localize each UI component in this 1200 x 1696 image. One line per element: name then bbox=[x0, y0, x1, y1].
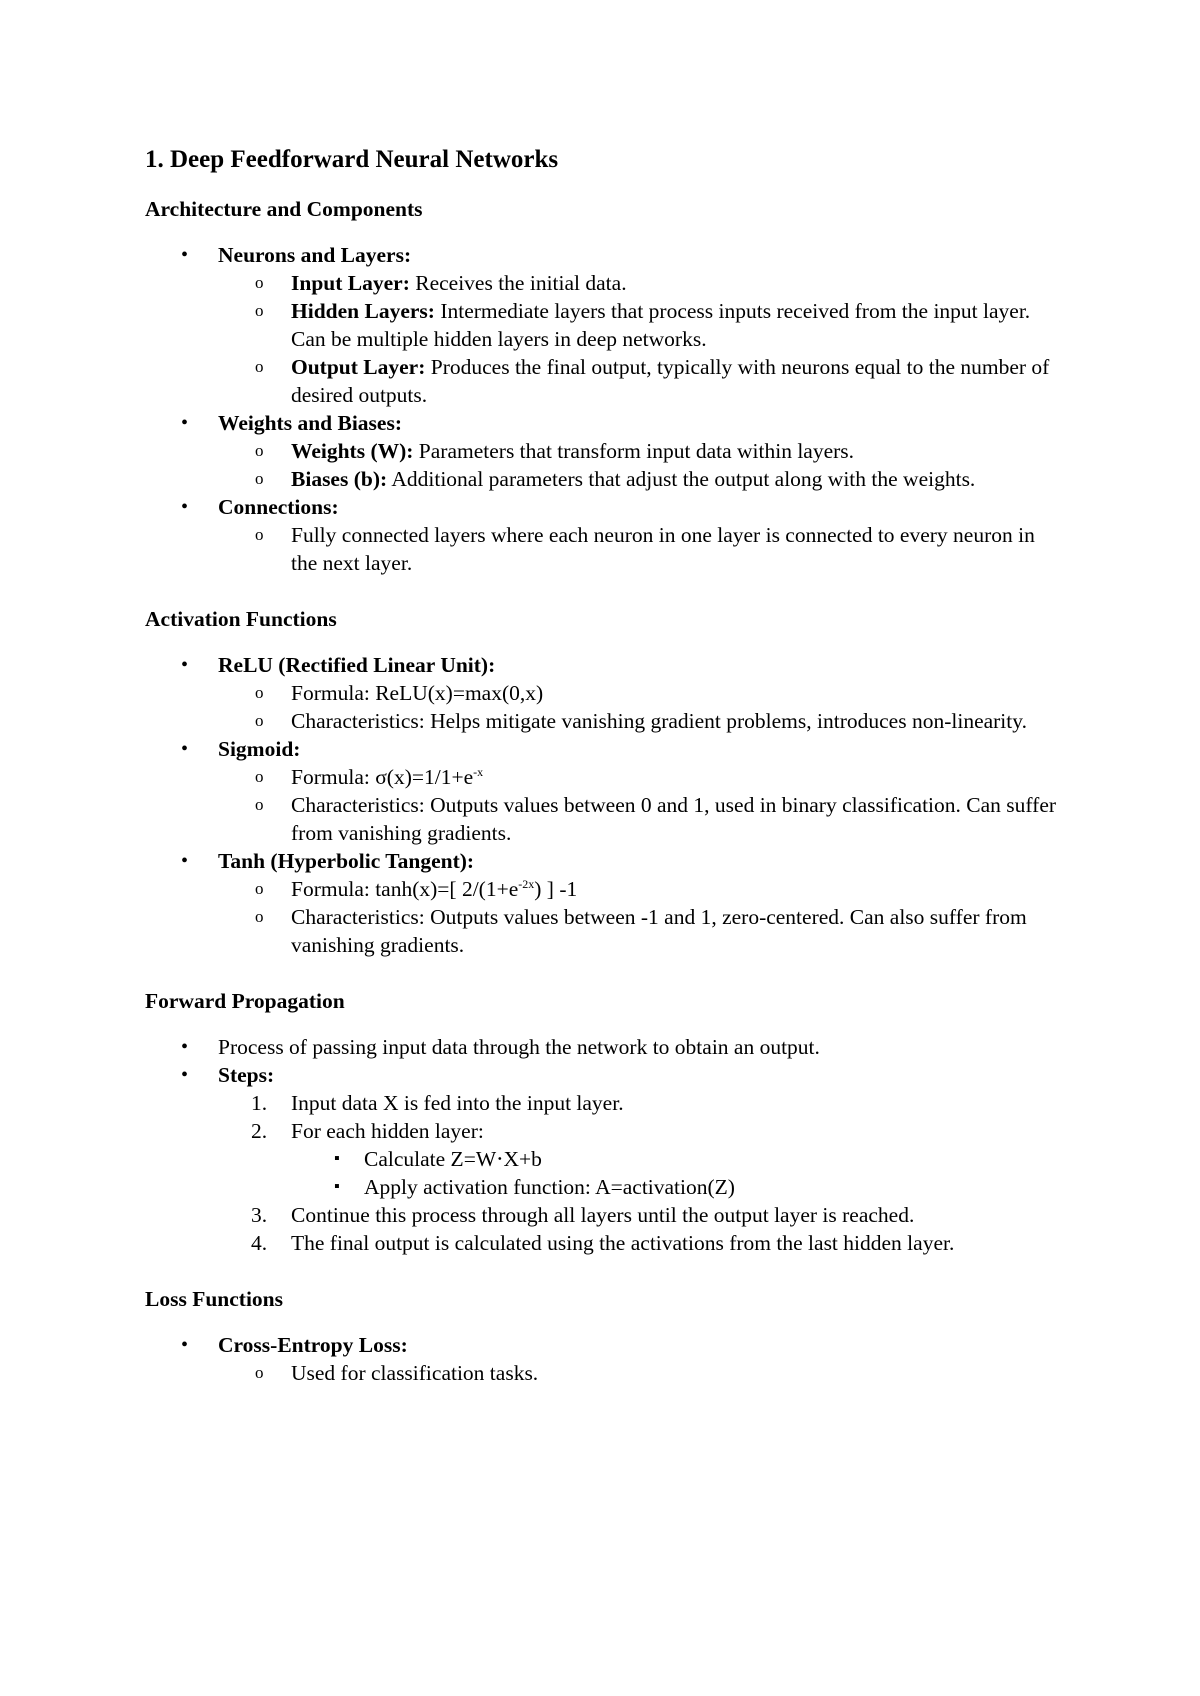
step-sub-item bbox=[291, 1173, 1065, 1201]
step-text: Continue this process through all layers until the output layer is reached. bbox=[291, 1203, 915, 1227]
list-item bbox=[145, 1061, 1065, 1257]
step-item bbox=[218, 1089, 1065, 1117]
step-number: 2. bbox=[251, 1119, 268, 1143]
sub-item-text: Characteristics: Outputs values between 0 and 1, used in binary classification. Can suffer from vanishing gradients. bbox=[291, 793, 1057, 845]
step-item bbox=[218, 1229, 1065, 1257]
sub-list-item bbox=[218, 1359, 1065, 1387]
step-text: The final output is calculated using the activations from the last hidden layer. bbox=[291, 1231, 955, 1255]
step-number: 4. bbox=[251, 1231, 268, 1255]
section-heading-forward-propagation: Forward Propagation bbox=[145, 989, 345, 1013]
circle-bullet-icon: o bbox=[255, 301, 264, 320]
item-label: Sigmoid: bbox=[218, 737, 301, 761]
step-number: 1. bbox=[251, 1091, 268, 1115]
sub-item-text: Intermediate layers that process inputs received from the input layer. Can be multiple hidden layers in deep networks. bbox=[291, 299, 1031, 351]
item-text: Process of passing input data through the network to obtain an output. bbox=[218, 1035, 820, 1059]
circle-bullet-icon: o bbox=[255, 767, 264, 786]
step-number: 3. bbox=[251, 1203, 268, 1227]
circle-bullet-icon: o bbox=[255, 273, 264, 292]
list-item bbox=[145, 493, 1065, 577]
sub-list-item bbox=[218, 875, 1065, 903]
forward-propagation-list bbox=[145, 1033, 1065, 1257]
bullet-icon: • bbox=[181, 1334, 189, 1356]
section-heading-activation: Activation Functions bbox=[145, 607, 337, 631]
bullet-icon: • bbox=[181, 496, 189, 518]
sub-item-text: Receives the initial data. bbox=[409, 271, 627, 295]
step-sub-text: Calculate Z=W⋅X+b bbox=[364, 1147, 542, 1171]
sub-item-lead: Weights (W): bbox=[291, 439, 414, 463]
sub-item-text: Additional parameters that adjust the output along with the weights. bbox=[387, 467, 976, 491]
bullet-icon: • bbox=[181, 412, 189, 434]
sub-list bbox=[218, 679, 1065, 735]
item-label: ReLU (Rectified Linear Unit): bbox=[218, 653, 496, 677]
step-sub-list bbox=[291, 1145, 1065, 1201]
sub-list bbox=[218, 521, 1065, 577]
list-item bbox=[145, 651, 1065, 735]
item-label: Neurons and Layers: bbox=[218, 243, 412, 267]
circle-bullet-icon: o bbox=[255, 525, 264, 544]
step-text: Input data X is fed into the input layer. bbox=[291, 1091, 624, 1115]
formula-text: Formula: ReLU(x)=max(0,x) bbox=[291, 681, 544, 705]
step-text: For each hidden layer: bbox=[291, 1119, 484, 1143]
list-item bbox=[145, 409, 1065, 493]
step-item bbox=[218, 1117, 1065, 1201]
circle-bullet-icon: o bbox=[255, 683, 264, 702]
circle-bullet-icon: o bbox=[255, 879, 264, 898]
bullet-icon: • bbox=[181, 244, 189, 266]
sub-item-lead: Hidden Layers: bbox=[291, 299, 435, 323]
bullet-icon: • bbox=[181, 1064, 189, 1086]
sub-list-item bbox=[218, 763, 1065, 791]
sub-list bbox=[218, 875, 1065, 959]
list-item bbox=[145, 241, 1065, 409]
sub-list bbox=[218, 269, 1065, 409]
circle-bullet-icon: o bbox=[255, 469, 264, 488]
item-label: Steps: bbox=[218, 1063, 275, 1087]
circle-bullet-icon: o bbox=[255, 711, 264, 730]
square-bullet-icon: ▪ bbox=[334, 1150, 340, 1167]
section-heading-architecture: Architecture and Components bbox=[145, 197, 423, 221]
loss-functions-list bbox=[145, 1331, 1065, 1387]
circle-bullet-icon: o bbox=[255, 357, 264, 376]
steps-list bbox=[218, 1089, 1065, 1257]
sub-list bbox=[218, 763, 1065, 847]
circle-bullet-icon: o bbox=[255, 441, 264, 460]
sub-list-item bbox=[218, 437, 1065, 465]
sub-list bbox=[218, 1359, 1065, 1387]
item-label: Cross-Entropy Loss: bbox=[218, 1333, 408, 1357]
item-label: Tanh (Hyperbolic Tangent): bbox=[218, 849, 475, 873]
list-item bbox=[145, 735, 1065, 847]
item-label: Connections: bbox=[218, 495, 339, 519]
sub-list-item bbox=[218, 707, 1065, 735]
circle-bullet-icon: o bbox=[255, 795, 264, 814]
circle-bullet-icon: o bbox=[255, 907, 264, 926]
sub-item-text: Characteristics: Helps mitigate vanishing gradient problems, introduces non-linearity. bbox=[291, 709, 1027, 733]
activation-list bbox=[145, 651, 1065, 959]
sub-list bbox=[218, 437, 1065, 493]
section-heading-loss-functions: Loss Functions bbox=[145, 1287, 283, 1311]
circle-bullet-icon: o bbox=[255, 1363, 264, 1382]
list-item bbox=[145, 1033, 1065, 1061]
sub-item-text: Characteristics: Outputs values between -1 and 1, zero-centered. Can also suffer from vanishing gradients. bbox=[291, 905, 1027, 957]
sub-list-item bbox=[218, 903, 1065, 959]
step-item bbox=[218, 1201, 1065, 1229]
sub-item-lead: Output Layer: bbox=[291, 355, 426, 379]
sub-list-item bbox=[218, 791, 1065, 847]
formula-text: Formula: σ(x)=1/1+e bbox=[291, 765, 474, 789]
sub-list-item bbox=[218, 269, 1065, 297]
formula-text: Formula: tanh(x)=[ 2/(1+e bbox=[291, 877, 519, 901]
page-title: 1. Deep Feedforward Neural Networks bbox=[145, 146, 559, 173]
sub-list-item bbox=[218, 465, 1065, 493]
sub-item-lead: Biases (b): bbox=[291, 467, 388, 491]
sub-item-text: Produces the final output, typically with neurons equal to the number of desired outputs. bbox=[291, 355, 1050, 407]
list-item bbox=[145, 847, 1065, 959]
step-sub-text: Apply activation function: A=activation(Z) bbox=[364, 1175, 735, 1199]
sub-item-text: Used for classification tasks. bbox=[291, 1361, 539, 1385]
sub-list-item bbox=[218, 297, 1065, 353]
document-body bbox=[145, 143, 1065, 1415]
square-bullet-icon: ▪ bbox=[334, 1178, 340, 1195]
formula-superscript: -2x bbox=[518, 877, 535, 891]
formula-superscript: -x bbox=[473, 765, 484, 779]
bullet-icon: • bbox=[181, 1036, 189, 1058]
step-sub-item bbox=[291, 1145, 1065, 1173]
sub-item-text: Parameters that transform input data within layers. bbox=[413, 439, 855, 463]
architecture-list bbox=[145, 241, 1065, 577]
sub-list-item bbox=[218, 679, 1065, 707]
sub-item-lead: Input Layer: bbox=[291, 271, 410, 295]
sub-list-item bbox=[218, 521, 1065, 577]
sub-item-text: Fully connected layers where each neuron in one layer is connected to every neuron in the next layer. bbox=[291, 523, 1035, 575]
bullet-icon: • bbox=[181, 738, 189, 760]
bullet-icon: • bbox=[181, 850, 189, 872]
bullet-icon: • bbox=[181, 654, 189, 676]
formula-text-after: ) ] -1 bbox=[534, 877, 578, 901]
item-label: Weights and Biases: bbox=[218, 411, 402, 435]
sub-list-item bbox=[218, 353, 1065, 409]
list-item bbox=[145, 1331, 1065, 1387]
